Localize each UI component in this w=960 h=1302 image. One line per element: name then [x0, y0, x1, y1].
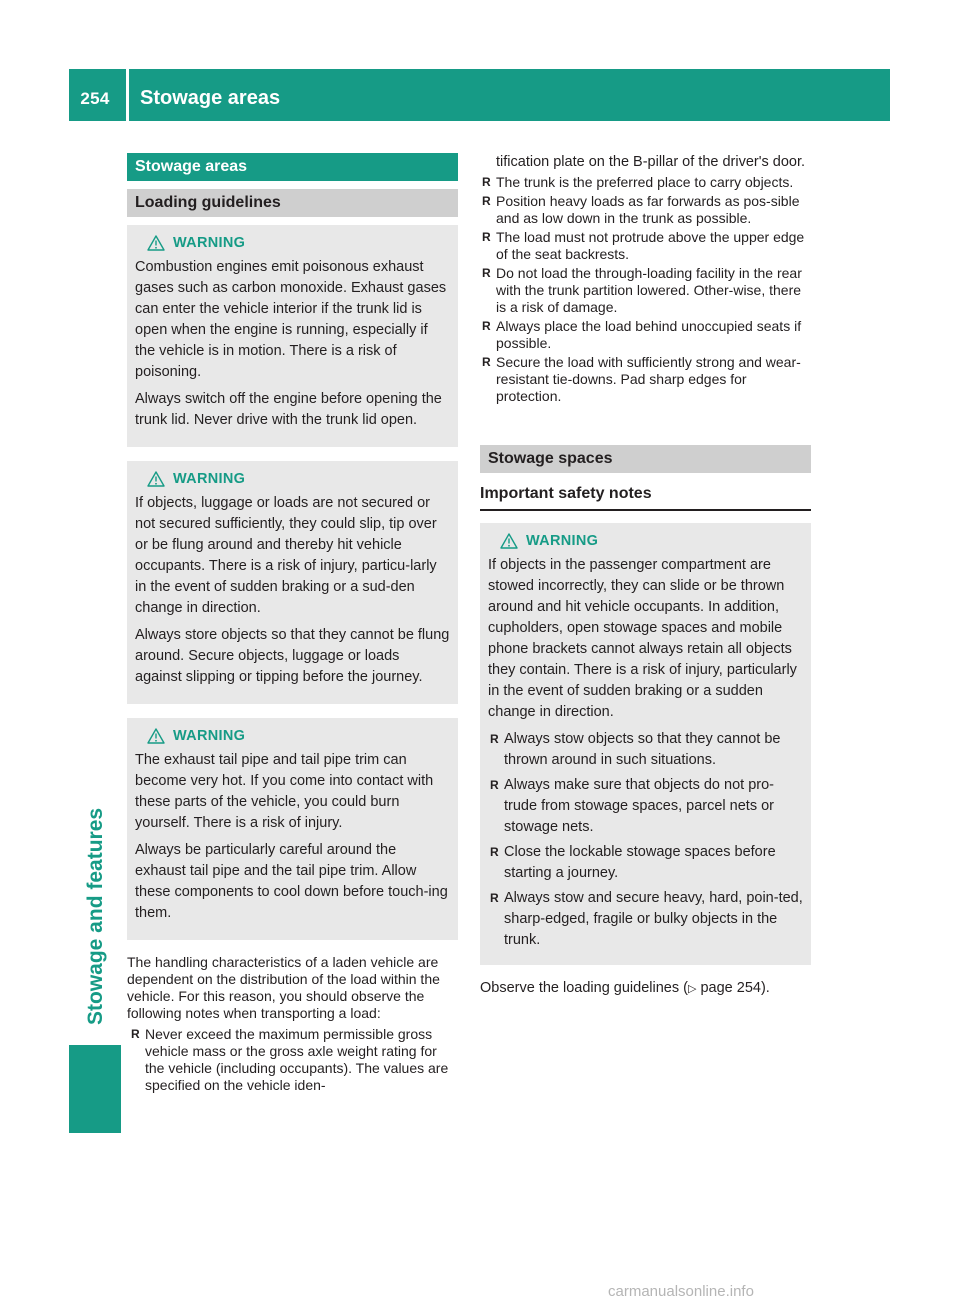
list-item: R Always make sure that objects do not pro-trude from stowage spaces, parcel nets or stowage nets.	[488, 775, 803, 838]
warning-paragraph: Combustion engines emit poisonous exhaust gases such as carbon monoxide. Exhaust gases can enter the vehicle interior if the trunk lid is open when the engine is running, especially if the vehicle is in motion. There is a risk of poisoning.	[135, 259, 447, 380]
warning-icon	[500, 533, 518, 549]
warning-paragraph: Always switch off the engine before opening the trunk lid. Never drive with the trunk lid open.	[135, 391, 442, 428]
intro-paragraph: The handling characteristics of a laden vehicle are dependent on the distribution of the load within the vehicle. For this reason, you should observe the following notes when transporting a load:	[127, 954, 440, 1021]
warning-icon	[147, 728, 165, 744]
section-heading: Stowage areas	[127, 153, 458, 181]
warning-box	[480, 523, 811, 965]
warning-title	[147, 235, 450, 251]
list-item: R Never exceed the maximum permissible gross vehicle mass or the gross axle weight rating for the vehicle (including occupants). The values are specified on the vehicle iden-	[129, 1026, 458, 1094]
subsection-heading: Stowage spaces	[480, 445, 811, 473]
list-item: R Always stow objects so that they cannot be thrown around in such situations.	[488, 729, 803, 771]
loading-list-continued	[480, 174, 811, 405]
warning-label: WARNING	[173, 235, 246, 251]
warning-box	[127, 225, 458, 447]
warning-label: WARNING	[526, 533, 599, 549]
warning-title	[147, 471, 450, 487]
safety-notes-heading: Important safety notes	[480, 485, 811, 511]
side-chapter-text: Stowage and features	[84, 807, 107, 1025]
warning-paragraph: Always store objects so that they cannot be flung around. Secure objects, luggage or loads against slipping or tipping before the journey.	[135, 627, 450, 685]
page-title: Stowage areas	[140, 87, 281, 109]
left-column	[127, 153, 458, 1096]
list-item: R Secure the load with sufficiently strong and wear-resistant tie-downs. Pad sharp edges for protection.	[480, 354, 811, 405]
warning-list	[488, 729, 803, 951]
warning-paragraph: If objects, luggage or loads are not secured or not secured sufficiently, they could slip, tip over or be flung around and thereby hit vehicle occupants. There is a risk of injury, particu-larly in the event of sudden braking or a sud-den change in direction.	[135, 495, 437, 616]
list-item: R Always place the load behind unoccupied seats if possible.	[480, 318, 811, 352]
warning-box	[127, 461, 458, 704]
side-chapter-label	[77, 700, 115, 1025]
warning-paragraph: If objects in the passenger compartment are stowed incorrectly, they can slide or be thrown around and hit vehicle occupants. In addition, cupholders, open stowage spaces and mobile phone brackets cannot always retain all objects they contain. There is a risk of injury, particularly in the event of sudden braking or a sudden change in direction.	[488, 557, 797, 720]
list-item: R Position heavy loads as far forwards as pos-sible and as low down in the trunk as possible.	[480, 193, 811, 227]
footer-prefix: Observe the loading guidelines (	[480, 980, 688, 996]
list-item: R Close the lockable stowage spaces before starting a journey.	[488, 842, 803, 884]
list-item: R The trunk is the preferred place to carry objects.	[480, 174, 811, 191]
right-column	[480, 153, 811, 1003]
warning-icon	[147, 235, 165, 251]
page-number: 254	[80, 89, 110, 108]
warning-label: WARNING	[173, 728, 246, 744]
list-item: R The load must not protrude above the upper edge of the seat backrests.	[480, 229, 811, 263]
warning-title	[147, 728, 450, 744]
list-item: R Always stow and secure heavy, hard, poin-ted, sharp-edged, fragile or bulky objects in the trunk.	[488, 888, 803, 951]
warning-icon	[147, 471, 165, 487]
page-ref-arrow-icon: ▷	[687, 983, 697, 995]
warning-box	[127, 718, 458, 940]
warning-title	[500, 533, 803, 549]
watermark: carmanualsonline.info	[608, 1283, 754, 1300]
continued-text: tification plate on the B-pillar of the driver's door.	[496, 154, 806, 170]
header-divider	[126, 69, 129, 121]
warning-label: WARNING	[173, 471, 246, 487]
page-ref-link[interactable]: page 254).	[696, 980, 770, 996]
side-chapter-tab	[69, 1045, 121, 1133]
loading-list	[127, 1026, 458, 1094]
warning-paragraph: The exhaust tail pipe and tail pipe trim can become very hot. If you come into contact with these parts of the vehicle, you could burn yourself. There is a risk of injury.	[135, 752, 434, 831]
warning-paragraph: Always be particularly careful around the exhaust tail pipe and the tail pipe trim. Allow these components to cool down before touch-ing them.	[135, 842, 448, 921]
footer-reference	[480, 979, 811, 999]
list-item: R Do not load the through-loading facility in the rear with the trunk partition lowered. Other-wise, there is a risk of damage.	[480, 265, 811, 316]
subsection-heading: Loading guidelines	[127, 189, 458, 217]
